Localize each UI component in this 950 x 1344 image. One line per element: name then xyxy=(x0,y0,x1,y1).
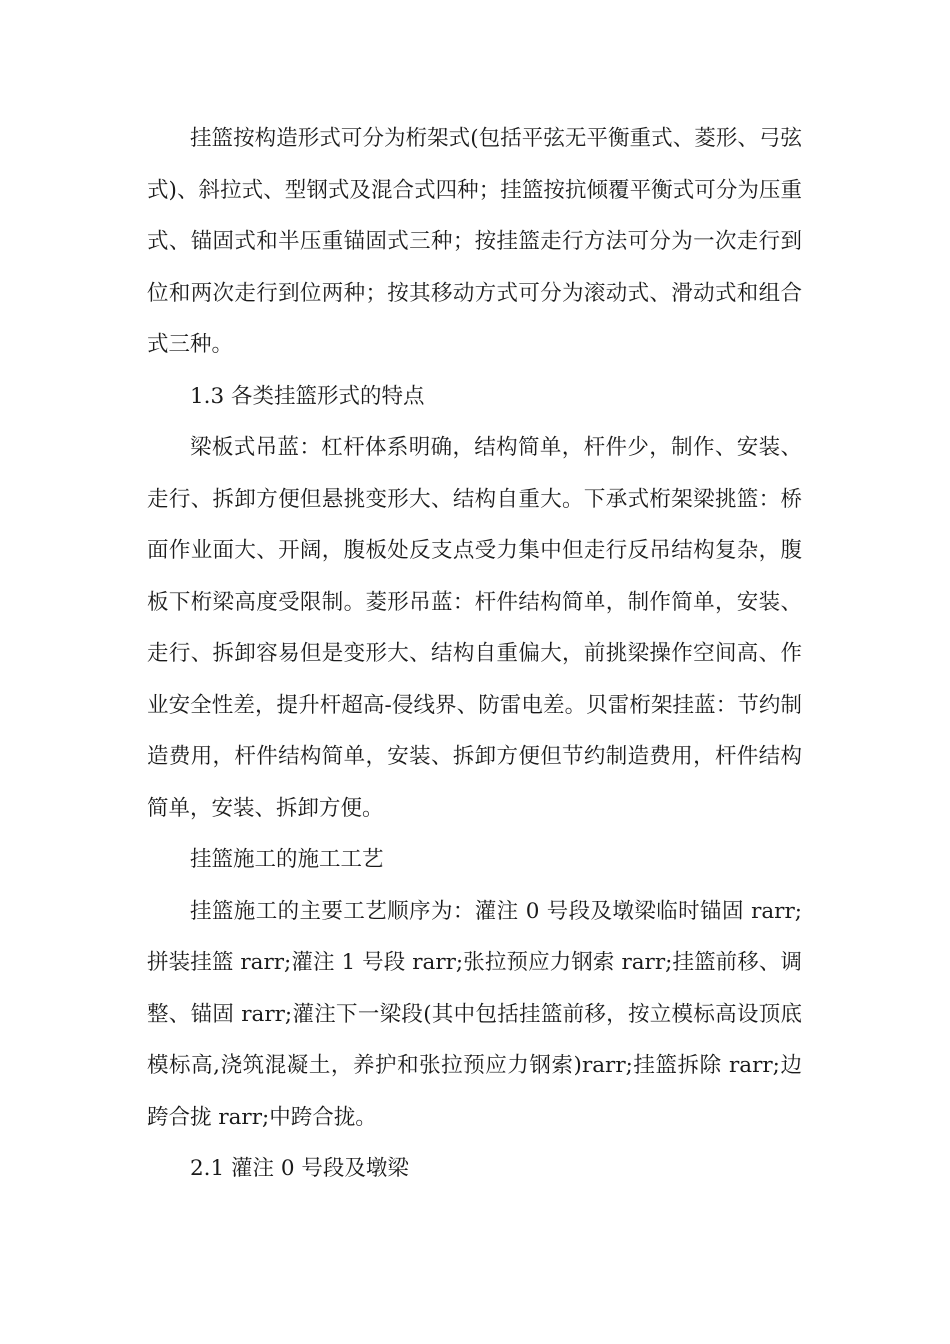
section-heading-construction-process: 挂篮施工的施工工艺 xyxy=(190,847,384,872)
paragraph-basket-characteristics: 梁板式吊蓝：杠杆体系明确，结构简单，杆件少，制作、安装、走行、拆卸方便但悬挑变形大、结构自重大。下承式桁架梁挑篮：桥面作业面大、开阔，腹板处反支点受力集中但走行反吊结构复杂，腹板下桁梁高度受限制。菱形吊蓝：杆件结构简单，制作简单，安装、走行、拆卸容易但是变形大、结构自重偏大，前挑梁操作空间高、作业安全性差，提升杆超高-侵线界、防雷电差。贝雷桁架挂蓝：节约制造费用，杆件结构简单，安装、拆卸方便但节约制造费用，杆件结构简单，安装、拆卸方便。 xyxy=(147,435,802,821)
document-body xyxy=(147,113,802,1195)
paragraph-hanging-basket-types: 挂篮按构造形式可分为桁架式(包括平弦无平衡重式、菱形、弓弦式)、斜拉式、型钢式及混合式四种；挂篮按抗倾覆平衡式可分为压重式、锚固式和半压重锚固式三种；按挂篮走行方法可分为一次走行到位和两次走行到位两种；按其移动方式可分为滚动式、滑动式和组合式三种。 xyxy=(147,126,802,357)
section-heading-2-1: 2.1 灌注 0 号段及墩梁 xyxy=(190,1156,409,1181)
section-heading-1-3: 1.3 各类挂篮形式的特点 xyxy=(190,383,425,409)
paragraph-process-sequence: 挂篮施工的主要工艺顺序为：灌注 0 号段及墩梁临时锚固 rarr;拼装挂篮 rarr;灌注 1 号段 rarr;张拉预应力钢索 rarr;挂篮前移、调整、锚固 rarr;灌注下一梁段(其中包括挂篮前移，按立模标高设顶底模标高,浇筑混凝土，养护和张拉预应力钢索)rarr;挂篮拆除 rarr;边跨合拢 rarr;中跨合拢。 xyxy=(147,898,802,1130)
